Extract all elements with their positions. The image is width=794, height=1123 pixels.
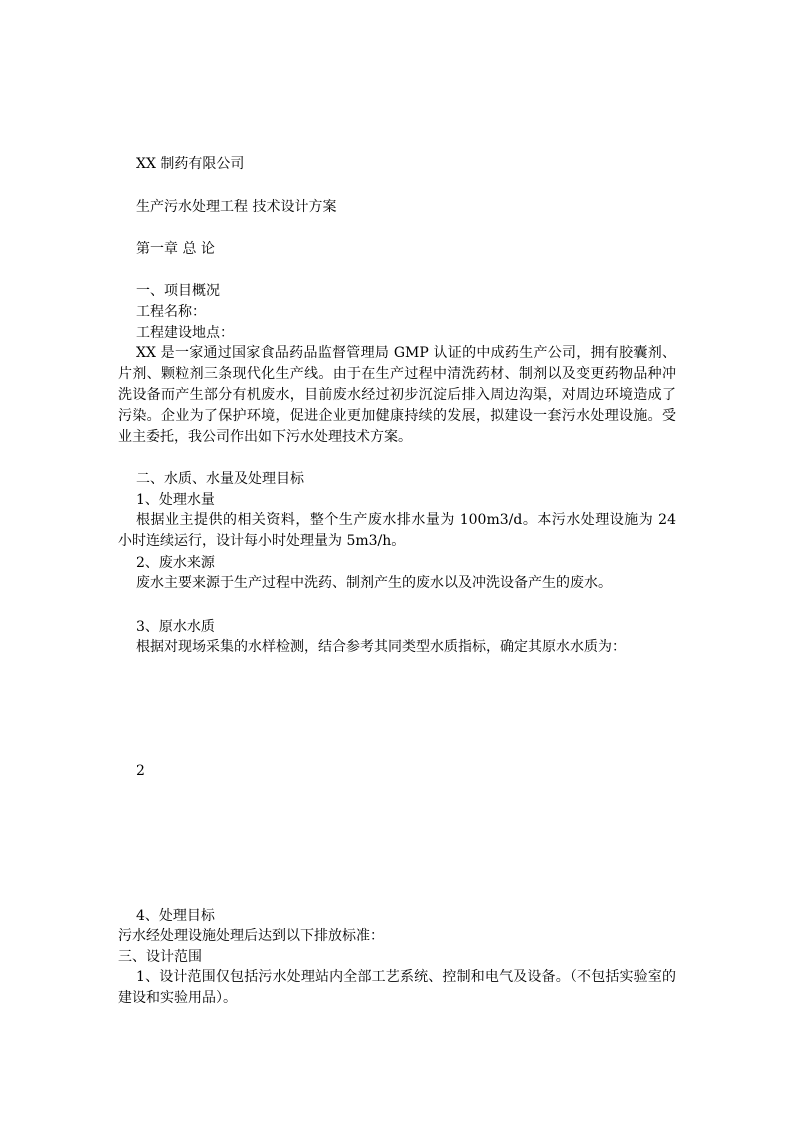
treatment-target-heading: 4、处理目标: [136, 908, 215, 924]
raw-water-quality-paragraph: 根据对现场采集的水样检测，结合参考其同类型水质指标，确定其原水水质为：: [136, 639, 626, 655]
water-volume-heading: 1、处理水量: [136, 492, 215, 508]
wastewater-source-paragraph: 废水主要来源于生产过程中洗药、制剂产生的废水以及冲洗设备产生的废水。: [136, 575, 612, 591]
treatment-target-paragraph: 污水经处理设施处理后达到以下排放标准：: [118, 928, 384, 944]
raw-water-quality-heading: 3、原水水质: [136, 619, 215, 635]
wastewater-source-heading: 2、废水来源: [136, 555, 215, 571]
project-intro-paragraph: XX 是一家通过国家食品药品监督管理局 GMP 认证的中成药生产公司，拥有胶囊剂、片剂、颗粒剂三条现代化生产线。由于在生产过程中清洗药材、制剂以及变更药物品种冲洗设备而产生部分有机废水，目前废水经过初步沉淀后排入周边沟渠，对周边环境造成了污染。企业为了保护环境，促进企业更加健康持续的发展，拟建设一套污水处理设施。受业主委托，我公司作出如下污水处理技术方案。: [118, 345, 676, 445]
document-title: 生产污水处理工程 技术设计方案: [136, 199, 337, 215]
section1-heading: 一、项目概况: [136, 283, 220, 299]
chapter-heading: 第一章 总 论: [136, 241, 215, 257]
section3-heading: 三、设计范围: [118, 949, 202, 965]
design-scope-item1: 1、设计范围仅包括污水处理站内全部工艺系统、控制和电气及设备。（不包括实验室的建设和实验用品）。: [118, 969, 676, 1006]
company-name: XX 制药有限公司: [136, 156, 245, 172]
page-number-marker: 2: [136, 763, 145, 779]
project-site-label: 工程建设地点：: [136, 325, 234, 341]
water-volume-paragraph: 根据业主提供的相关资料，整个生产废水排水量为 100m3/d。本污水处理设施为 24 小时连续运行，设计每小时处理量为 5m3/h。: [118, 512, 676, 549]
project-name-label: 工程名称：: [136, 304, 206, 320]
section2-heading: 二、水质、水量及处理目标: [136, 471, 304, 487]
